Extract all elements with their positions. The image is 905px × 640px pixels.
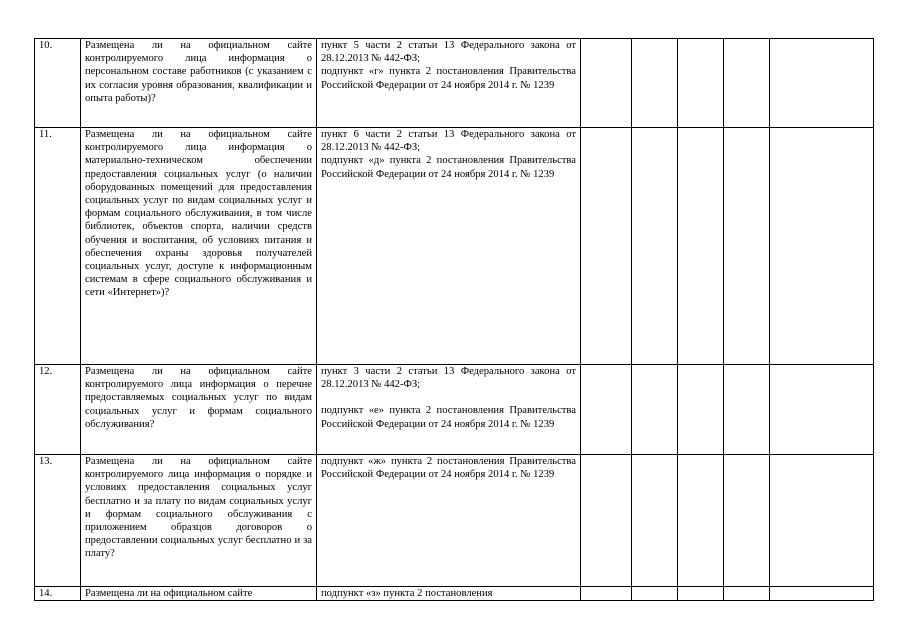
table-row bbox=[35, 128, 874, 365]
empty-cell bbox=[581, 587, 632, 601]
empty-cell bbox=[581, 455, 632, 587]
empty-cell bbox=[678, 455, 724, 587]
empty-cell bbox=[581, 128, 632, 365]
empty-cell bbox=[724, 128, 770, 365]
legal-reference: подпункт «з» пункта 2 постановления bbox=[321, 588, 493, 599]
empty-cell bbox=[632, 365, 678, 455]
legal-reference: пункт 6 части 2 статьи 13 Федерального закона от 28.12.2013 № 442-ФЗ; bbox=[321, 129, 576, 154]
empty-cell bbox=[724, 39, 770, 128]
legal-reference: подпункт «ж» пункта 2 постановления Правительства Российской Федерации от 24 ноября 2014 г. № 1239 bbox=[321, 456, 576, 481]
legal-reference-cell bbox=[317, 128, 581, 365]
question-cell: Размещена ли на официальном сайте bbox=[81, 587, 317, 601]
empty-cell bbox=[770, 455, 874, 587]
empty-cell bbox=[770, 365, 874, 455]
legal-reference: подпункт «е» пункта 2 постановления Правительства Российской Федерации от 24 ноября 2014 г. № 1239 bbox=[321, 405, 576, 430]
empty-cell bbox=[724, 587, 770, 601]
question-cell: Размещена ли на официальном сайте контролируемого лица информация о перечне предоставляемых социальных услуг по видам социальных услуг и формам социального обслуживания? bbox=[81, 365, 317, 455]
empty-cell bbox=[581, 365, 632, 455]
legal-reference: пункт 3 части 2 статьи 13 Федерального закона от 28.12.2013 № 442-ФЗ; bbox=[321, 366, 576, 391]
spacer bbox=[321, 391, 576, 404]
table-row bbox=[35, 39, 874, 128]
empty-cell bbox=[724, 365, 770, 455]
empty-cell bbox=[678, 587, 724, 601]
empty-cell bbox=[678, 365, 724, 455]
table-row bbox=[35, 587, 874, 601]
checklist-table bbox=[34, 38, 874, 601]
legal-reference: подпункт «г» пункта 2 постановления Правительства Российской Федерации от 24 ноября 2014 г. № 1239 bbox=[321, 66, 576, 91]
legal-reference-cell bbox=[317, 587, 581, 601]
row-number: 13. bbox=[35, 455, 81, 587]
legal-reference-cell bbox=[317, 39, 581, 128]
empty-cell bbox=[632, 455, 678, 587]
question-cell: Размещена ли на официальном сайте контролируемого лица информация о порядке и условиях предоставления социальных услуг бесплатно и за плату по видам социальных услуг и формам социального обслуживания с приложением образцов договоров о предоставлении социальных услуг бесплатно и за плату? bbox=[81, 455, 317, 587]
empty-cell bbox=[770, 587, 874, 601]
row-number: 14. bbox=[35, 587, 81, 601]
legal-reference: пункт 5 части 2 статьи 13 Федерального закона от 28.12.2013 № 442-ФЗ; bbox=[321, 40, 576, 65]
legal-reference: подпункт «д» пункта 2 постановления Правительства Российской Федерации от 24 ноября 2014 г. № 1239 bbox=[321, 155, 576, 180]
empty-cell bbox=[581, 39, 632, 128]
empty-cell bbox=[678, 39, 724, 128]
legal-reference-cell bbox=[317, 365, 581, 455]
empty-cell bbox=[770, 128, 874, 365]
empty-cell bbox=[724, 455, 770, 587]
table-row bbox=[35, 365, 874, 455]
table-row bbox=[35, 455, 874, 587]
row-number: 11. bbox=[35, 128, 81, 365]
legal-reference-cell bbox=[317, 455, 581, 587]
question-cell: Размещена ли на официальном сайте контролируемого лица информация о материально-техническом обеспечении предоставления социальных услуг (о наличии оборудованных помещений для предоставления социальных услуг по видам социальных услуг и формам социального обслуживания, в том числе библиотек, объектов спорта, наличии средств обучения и воспитания, об условиях питания и обеспечения охраны здоровья получателей социальных услуг, доступе к информационным системам в сфере социального обслуживания и сети «Интернет»)? bbox=[81, 128, 317, 365]
row-number: 10. bbox=[35, 39, 81, 128]
empty-cell bbox=[632, 39, 678, 128]
row-number: 12. bbox=[35, 365, 81, 455]
empty-cell bbox=[632, 128, 678, 365]
question-cell: Размещена ли на официальном сайте контролируемого лица информация о персональном составе работников (с указанием с их согласия уровня образования, квалификации и опыта работы)? bbox=[81, 39, 317, 128]
empty-cell bbox=[678, 128, 724, 365]
empty-cell bbox=[770, 39, 874, 128]
empty-cell bbox=[632, 587, 678, 601]
